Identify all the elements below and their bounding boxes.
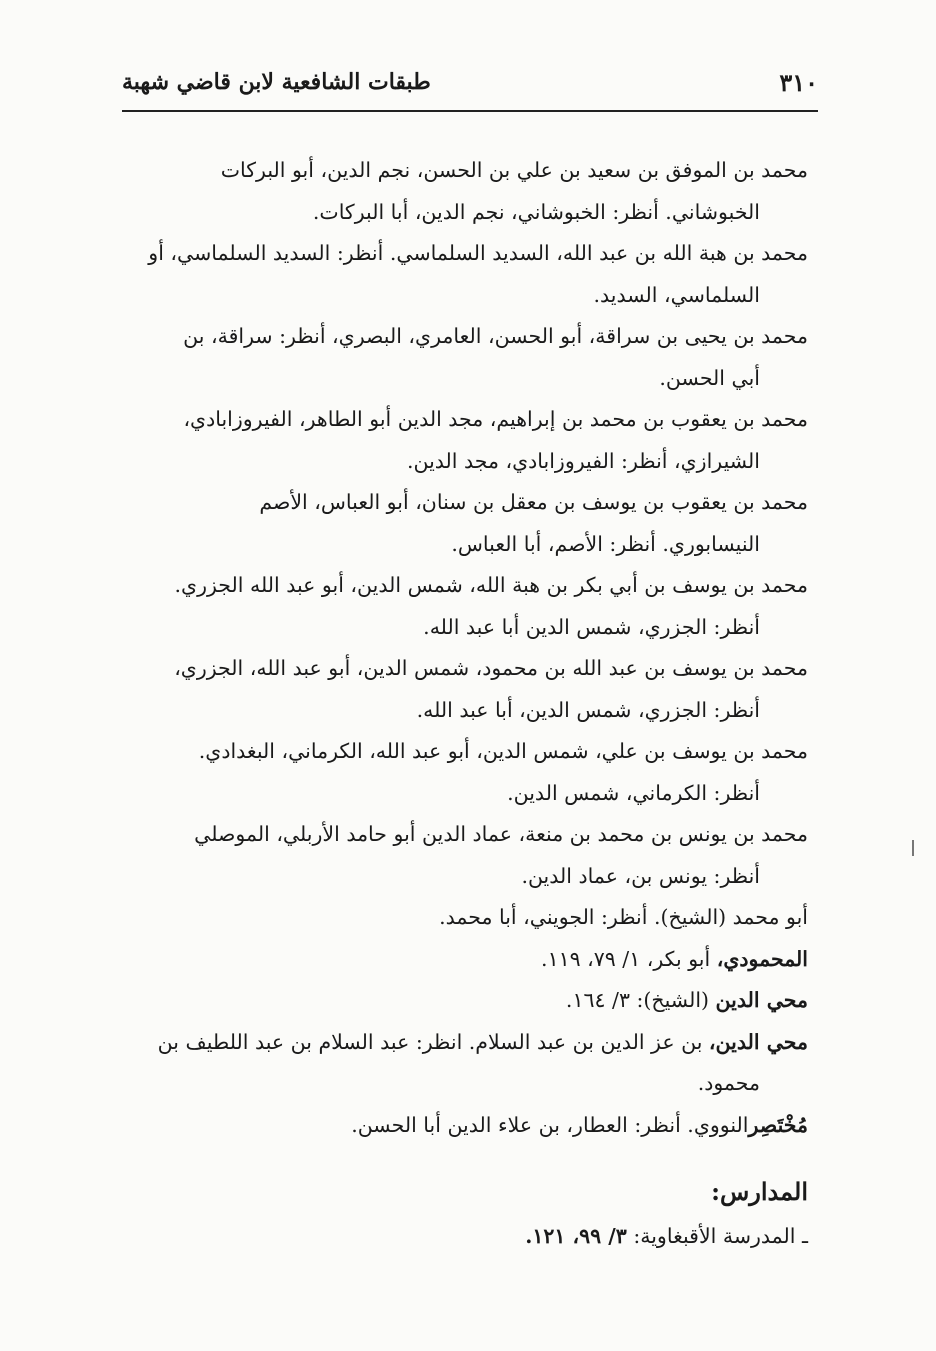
index-entry: المحمودي، أبو بكر، ١/ ٧٩، ١١٩. [541, 946, 808, 971]
index-entry: مُخْتَصِرالنووي. أنظر: العطار، بن علاء الدين أبا الحسن. [351, 1112, 808, 1137]
running-title: طبقات الشافعية لابن قاضي شهبة [122, 69, 431, 95]
index-entry: محي الدين (الشيخ): ٣/ ١٦٤. [565, 988, 808, 1012]
index-entry: محمد بن يعقوب بن يوسف بن معقل بن سنان، أبو العباس، الأصم النيسابوري. أنظر: الأصم، أبا العباس. [259, 490, 808, 556]
index-entry: محمد بن يونس بن محمد بن منعة، عماد الدين أبو حامد الأربلي، الموصلي أنظر: يونس بن، عماد الدين. [194, 822, 808, 888]
header-rule [122, 110, 818, 112]
index-entries [122, 150, 808, 1146]
index-entry: محمد بن الموفق بن سعيد بن علي بن الحسن، نجم الدين، أبو البركات الخبوشاني. أنظر: الخبوشاني، نجم الدين، أبا البركات. [220, 158, 808, 224]
section-title: المدارس: [711, 1177, 808, 1206]
margin-mark [912, 840, 914, 856]
index-entry: محي الدين، بن عز الدين بن عبد السلام. انظر: عبد السلام بن عبد اللطيف بن محمود. [157, 1029, 808, 1095]
index-entry: محمد بن يحيى بن سراقة، أبو الحسن، العامري، البصري، أنظر: سراقة، بن أبي الحسن. [183, 324, 808, 390]
schools-section [122, 1170, 808, 1258]
index-entry: محمد بن يوسف بن عبد الله بن محمود، شمس الدين، أبو عبد الله، الجزري، أنظر: الجزري، شمس الدين، أبا عبد الله. [174, 656, 808, 722]
index-entry: محمد بن يوسف بن علي، شمس الدين، أبو عبد الله، الكرماني، البغدادي. أنظر: الكرماني، شمس الدين. [198, 739, 808, 805]
index-entry: محمد بن يوسف بن أبي بكر بن هبة الله، شمس الدين، أبو عبد الله الجزري. أنظر: الجزري، شمس الدين أبا عبد الله. [174, 573, 808, 639]
page-number: ٣١٠ [779, 67, 818, 97]
page-header [122, 62, 818, 102]
section-item: ـ المدرسة الأقبغاوية: ٣/ ٩٩، ١٢١. [525, 1224, 808, 1248]
index-entry: محمد بن يعقوب بن محمد بن إبراهيم، مجد الدين أبو الطاهر، الفيروزابادي، الشيرازي، أنظر: الفيروزابادي، مجد الدين. [183, 407, 808, 473]
index-entry: أبو محمد (الشيخ). أنظر: الجويني، أبا محمد. [439, 905, 808, 929]
index-entry: محمد بن هبة الله بن عبد الله، السديد السلماسي. أنظر: السديد السلماسي، أو السلماسي، السديد. [148, 241, 808, 307]
